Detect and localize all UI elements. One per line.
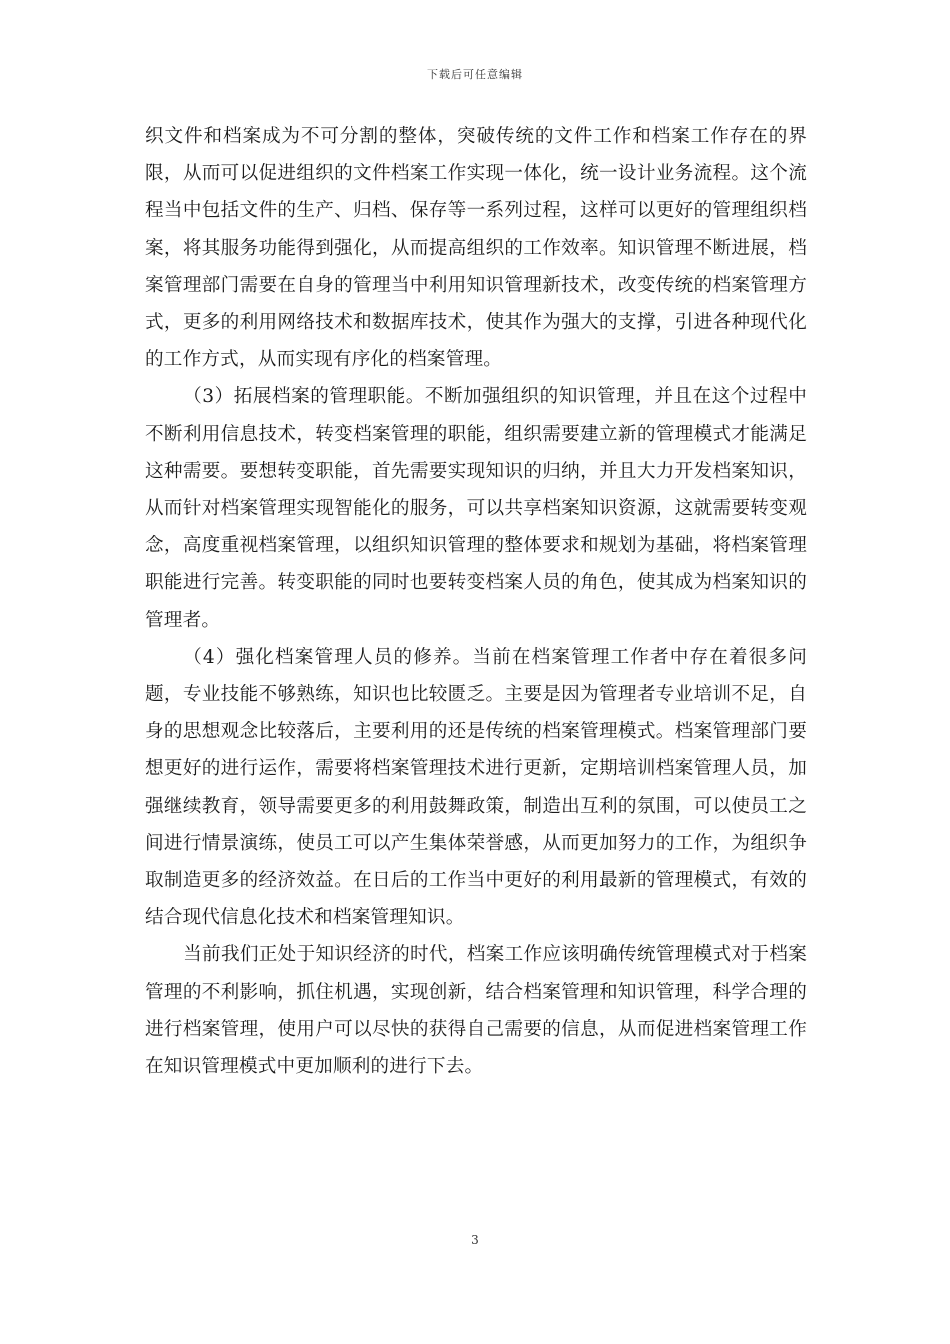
- paragraph-item-4: （4）强化档案管理人员的修养。当前在档案管理工作者中存在着很多问题，专业技能不够熟练，知识也比较匮乏。主要是因为管理者专业培训不足，自身的思想观念比较落后，主要利用的还是传统的档案管理模式。档案管理部门要想更好的进行运作，需要将档案管理技术进行更新，定期培训档案管理人员，加强继续教育，领导需要更多的利用鼓舞政策，制造出互利的氛围，可以使员工之间进行情景演练，使员工可以产生集体荣誉感，从而更加努力的工作，为组织争取制造更多的经济效益。在日后的工作当中更好的利用最新的管理模式，有效的结合现代信息化技术和档案管理知识。: [145, 646, 807, 929]
- paragraph-conclusion: 当前我们正处于知识经济的时代，档案工作应该明确传统管理模式对于档案管理的不利影响，抓住机遇，实现创新，结合档案管理和知识管理，科学合理的进行档案管理，使用户可以尽快的获得自己需要的信息，从而促进档案管理工作在知识管理模式中更加顺利的进行下去。: [145, 944, 807, 1078]
- paragraph-item-3: （3）拓展档案的管理职能。不断加强组织的知识管理，并且在这个过程中不断利用信息技术，转变档案管理的职能，组织需要建立新的管理模式才能满足这种需要。要想转变职能，首先需要实现知识的归纳，并且大力开发档案知识，从而针对档案管理实现智能化的服务，可以共享档案知识资源，这就需要转变观念，高度重视档案管理，以组织知识管理的整体要求和规划为基础，将档案管理职能进行完善。转变职能的同时也要转变档案人员的角色，使其成为档案知识的管理者。: [145, 386, 807, 631]
- document-body: [145, 118, 807, 1085]
- page-number: 3: [471, 1233, 479, 1247]
- paragraph-continuation: 织文件和档案成为不可分割的整体，突破传统的文件工作和档案工作存在的界限，从而可以促进组织的文件档案工作实现一体化，统一设计业务流程。这个流程当中包括文件的生产、归档、保存等一系列过程，这样可以更好的管理组织档案，将其服务功能得到强化，从而提高组织的工作效率。知识管理不断进展，档案管理部门需要在自身的管理当中利用知识管理新技术，改变传统的档案管理方式，更多的利用网络技术和数据库技术，使其作为强大的支撑，引进各种现代化的工作方式，从而实现有序化的档案管理。: [145, 126, 807, 371]
- page-header: 下载后可任意编辑: [427, 68, 523, 81]
